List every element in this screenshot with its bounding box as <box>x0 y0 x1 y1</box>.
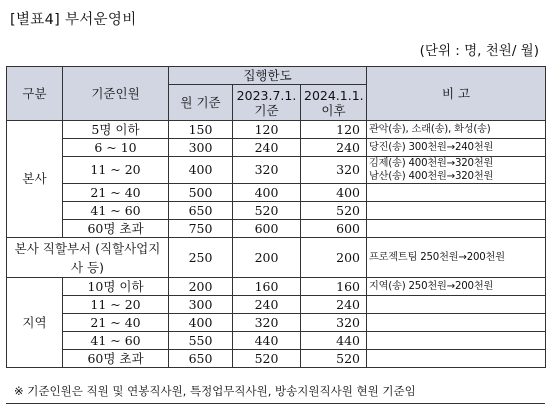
cell-staff: 6 ~ 10 <box>63 139 169 157</box>
header-2023: 2023.7.1. 기준 <box>233 85 301 121</box>
cell-2023: 240 <box>233 139 301 157</box>
cell-2024: 160 <box>301 278 367 296</box>
cell-note <box>367 184 546 202</box>
cell-base: 300 <box>169 296 233 314</box>
cell-2023: 520 <box>233 350 301 368</box>
cell-2024: 200 <box>301 238 367 278</box>
cell-staff: 11 ~ 20 <box>63 157 169 184</box>
cell-base: 150 <box>169 121 233 139</box>
cell-note <box>367 350 546 368</box>
table-row <box>7 202 546 220</box>
cell-2023: 400 <box>233 184 301 202</box>
cell-2024: 240 <box>301 296 367 314</box>
cell-note <box>367 157 546 184</box>
bottom-divider <box>6 403 545 404</box>
cell-note <box>367 314 546 332</box>
cell-2023: 520 <box>233 202 301 220</box>
cell-note <box>367 296 546 314</box>
group-region: 지역 <box>7 278 63 368</box>
cell-2024: 240 <box>301 139 367 157</box>
table-row <box>7 121 546 139</box>
cell-base: 400 <box>169 157 233 184</box>
cell-staff: 60명 초과 <box>63 220 169 238</box>
group-hq: 본사 <box>7 121 63 238</box>
table-row <box>7 278 546 296</box>
table-row <box>7 157 546 184</box>
cell-2024: 120 <box>301 121 367 139</box>
footnote: ※ 기준인원은 직원 및 연봉직사원, 특정업무직사원, 방송지원직사원 현원 기준임 <box>14 384 416 398</box>
table-row <box>7 332 546 350</box>
cell-2023: 320 <box>233 314 301 332</box>
header-limit: 집행한도 <box>169 67 367 85</box>
header-category: 구분 <box>7 67 63 121</box>
cell-staff: 41 ~ 60 <box>63 202 169 220</box>
cell-staff: 11 ~ 20 <box>63 296 169 314</box>
cell-note <box>367 202 546 220</box>
cell-2024: 600 <box>301 220 367 238</box>
cell-base: 650 <box>169 350 233 368</box>
note-line: 남산(송) 400천원→320천원 <box>369 171 494 182</box>
header-base: 원 기준 <box>169 85 233 121</box>
cell-2024: 440 <box>301 332 367 350</box>
table-row <box>7 220 546 238</box>
cell-note: 프로젝트팀 250천원→200천원 <box>367 238 546 278</box>
table-row <box>7 238 546 278</box>
cell-2023: 600 <box>233 220 301 238</box>
table-row <box>7 296 546 314</box>
table-row <box>7 139 546 157</box>
cell-note <box>367 220 546 238</box>
cell-2023: 120 <box>233 121 301 139</box>
cell-staff: 41 ~ 60 <box>63 332 169 350</box>
cell-staff: 21 ~ 40 <box>63 184 169 202</box>
header-remarks: 비 고 <box>367 67 546 121</box>
cell-2023: 200 <box>233 238 301 278</box>
header-staff: 기준인원 <box>63 67 169 121</box>
cell-2024: 520 <box>301 350 367 368</box>
table-row <box>7 314 546 332</box>
cell-2023: 160 <box>233 278 301 296</box>
operating-expense-table <box>6 66 546 368</box>
table-row <box>7 184 546 202</box>
cell-base: 200 <box>169 278 233 296</box>
group-hq-direct: 본사 직할부서 (직할사업지사 등) <box>7 238 169 278</box>
cell-staff: 5명 이하 <box>63 121 169 139</box>
cell-note: 지역(송) 250천원→200천원 <box>367 278 546 296</box>
cell-staff: 10명 이하 <box>63 278 169 296</box>
cell-base: 250 <box>169 238 233 278</box>
cell-2023: 440 <box>233 332 301 350</box>
document-title: [별표4] 부서운영비 <box>10 12 137 28</box>
cell-2024: 320 <box>301 314 367 332</box>
cell-2023: 240 <box>233 296 301 314</box>
cell-2024: 400 <box>301 184 367 202</box>
cell-staff: 21 ~ 40 <box>63 314 169 332</box>
cell-staff: 60명 초과 <box>63 350 169 368</box>
cell-note: 당진(송) 300천원→240천원 <box>367 139 546 157</box>
cell-2024: 320 <box>301 157 367 184</box>
cell-base: 750 <box>169 220 233 238</box>
table-row <box>7 350 546 368</box>
unit-note: (단위 : 명, 천원/ 월) <box>419 43 539 59</box>
header-2024: 2024.1.1. 이후 <box>301 85 367 121</box>
cell-base: 400 <box>169 314 233 332</box>
cell-note <box>367 332 546 350</box>
cell-base: 550 <box>169 332 233 350</box>
cell-2023: 320 <box>233 157 301 184</box>
cell-base: 300 <box>169 139 233 157</box>
cell-note: 관악(송), 소래(송), 화성(송) <box>367 121 546 139</box>
cell-base: 650 <box>169 202 233 220</box>
cell-2024: 520 <box>301 202 367 220</box>
note-line: 김제(송) 400천원→320천원 <box>369 158 494 169</box>
cell-base: 500 <box>169 184 233 202</box>
